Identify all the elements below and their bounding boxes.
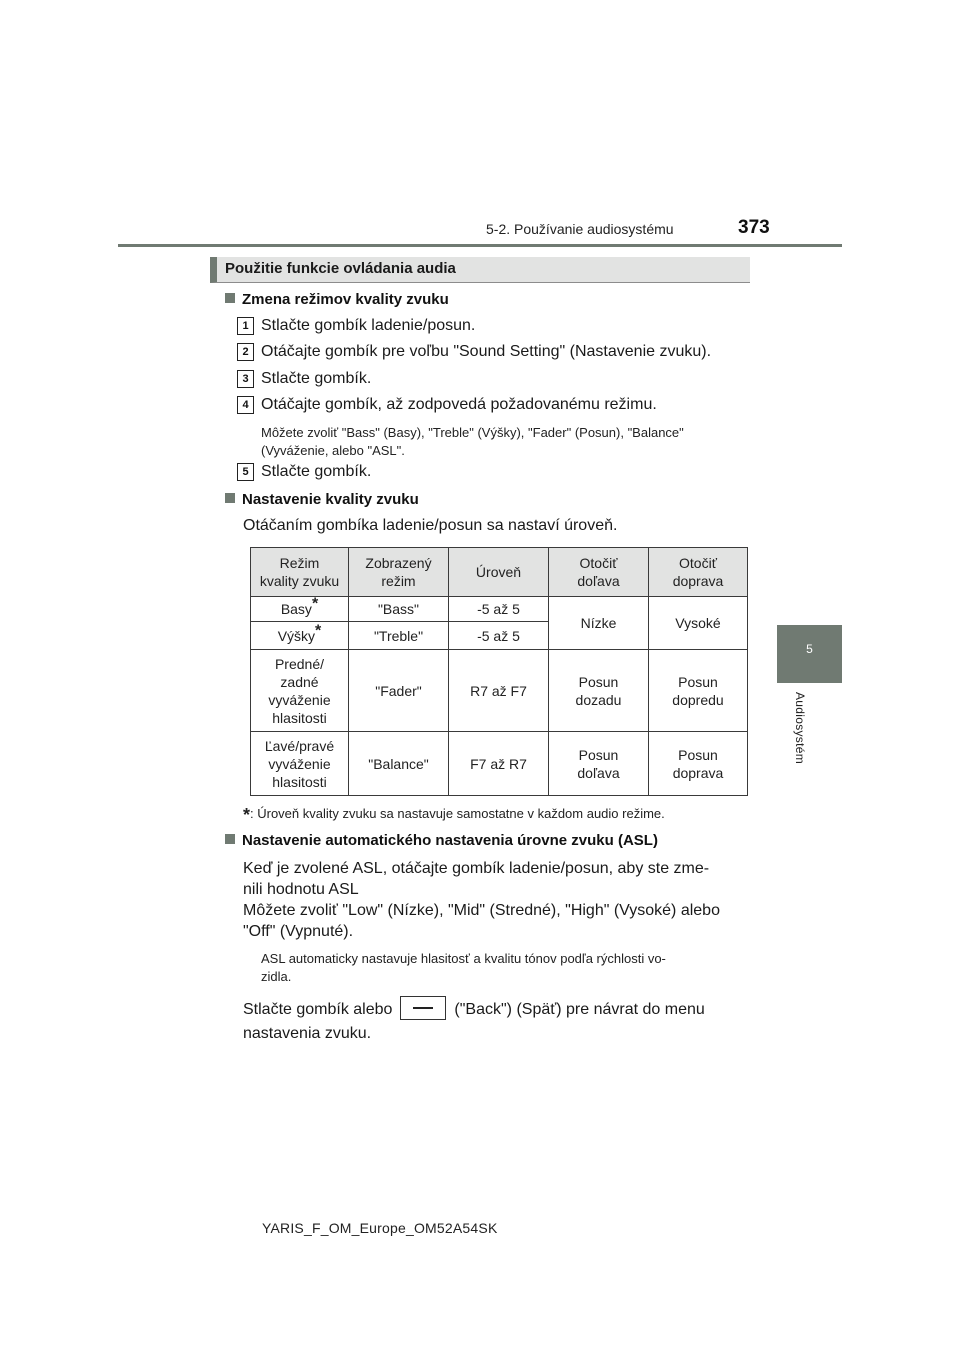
- sound-quality-table: [250, 547, 748, 796]
- step-text-5: Stlačte gombík.: [261, 463, 372, 480]
- step-number-3: 3: [237, 370, 254, 388]
- table-cell: -5 až 5: [449, 622, 549, 650]
- table-cell: Posun doprava: [649, 732, 748, 796]
- step-text-4: Otáčajte gombík, až zodpovedá požadovanému režimu.: [261, 396, 657, 413]
- chapter-tab-number: 5: [806, 642, 813, 656]
- table-header-cell: Režim kvality zvuku: [251, 548, 349, 597]
- table-cell: -5 až 5: [449, 597, 549, 622]
- section-heading-text: Použitie funkcie ovládania audia: [225, 260, 456, 277]
- square-bullet-icon: [225, 493, 235, 503]
- table-cell: "Bass": [349, 597, 449, 622]
- table-cell: "Balance": [349, 732, 449, 796]
- adjust-intro: Otáčaním gombíka ladenie/posun sa nastaví úroveň.: [243, 517, 618, 534]
- asl-note: ASL automaticky nastavuje hlasitosť a kvalitu tónov podľa rýchlosti vo- zidla.: [261, 951, 666, 984]
- table-cell: Výšky*: [251, 622, 349, 650]
- asl-paragraph: Keď je zvolené ASL, otáčajte gombík ladenie/posun, aby ste zme- nili hodnotu ASL Môžete zvoliť "Low" (Nízke), "Mid" (Stredné), "High" (Vysoké) alebo "Off" (Vypnuté).: [243, 860, 720, 940]
- table-row: [251, 650, 748, 732]
- section-heading: [210, 257, 750, 283]
- table-footnote: *: Úroveň kvality zvuku sa nastavuje samostatne v každom audio režime.: [243, 805, 665, 825]
- header-rule: [118, 244, 842, 247]
- table-header-cell: Úroveň: [449, 548, 549, 597]
- table-cell: F7 až R7: [449, 732, 549, 796]
- chapter-tab-label: Audiosystém: [793, 692, 807, 764]
- table-header-row: [251, 548, 748, 597]
- step-number-4: 4: [237, 396, 254, 414]
- table-cell: Predné/ zadné vyváženie hlasitosti: [251, 650, 349, 732]
- table-cell: Basy*: [251, 597, 349, 622]
- running-header-section: 5-2. Používanie audiosystému: [486, 221, 674, 237]
- table-header-cell: Otočiť doprava: [649, 548, 748, 597]
- page-number: 373: [738, 217, 770, 238]
- step-number-2: 2: [237, 343, 254, 361]
- step-number-1: 1: [237, 317, 254, 335]
- back-instruction: Stlačte gombík alebo ("Back") (Späť) pre návrat do menu nastavenia zvuku.: [243, 998, 746, 1046]
- table-header-cell: Otočiť doľava: [549, 548, 649, 597]
- table-cell: Posun doľava: [549, 732, 649, 796]
- table-row: [251, 732, 748, 796]
- square-bullet-icon: [225, 834, 235, 844]
- table-cell: Posun dozadu: [549, 650, 649, 732]
- step-text-3: Stlačte gombík.: [261, 370, 372, 387]
- table-cell: Vysoké: [649, 597, 748, 650]
- back-button-icon: [400, 996, 446, 1020]
- step-text-2: Otáčajte gombík pre voľbu "Sound Setting" (Nastavenie zvuku).: [261, 343, 712, 360]
- table-row: [251, 597, 748, 622]
- subheading-sound-modes: Zmena režimov kvality zvuku: [225, 291, 449, 308]
- step-text-1: Stlačte gombík ladenie/posun.: [261, 317, 476, 334]
- square-bullet-icon: [225, 293, 235, 303]
- table-header-cell: Zobrazený režim: [349, 548, 449, 597]
- table-cell: "Treble": [349, 622, 449, 650]
- table-cell: "Fader": [349, 650, 449, 732]
- sound-modes-note: Môžete zvoliť "Bass" (Basy), "Treble" (Výšky), "Fader" (Posun), "Balance" (Vyváženie, alebo "ASL".: [261, 425, 684, 458]
- document-footer: YARIS_F_OM_Europe_OM52A54SK: [262, 1220, 498, 1236]
- table-cell: R7 až F7: [449, 650, 549, 732]
- table-cell: Posun dopredu: [649, 650, 748, 732]
- subheading-adjust: Nastavenie kvality zvuku: [225, 491, 419, 508]
- table-cell: Nízke: [549, 597, 649, 650]
- step-number-5: 5: [237, 463, 254, 481]
- table-cell: Ľavé/pravé vyváženie hlasitosti: [251, 732, 349, 796]
- subheading-asl: Nastavenie automatického nastavenia úrovne zvuku (ASL): [225, 832, 658, 849]
